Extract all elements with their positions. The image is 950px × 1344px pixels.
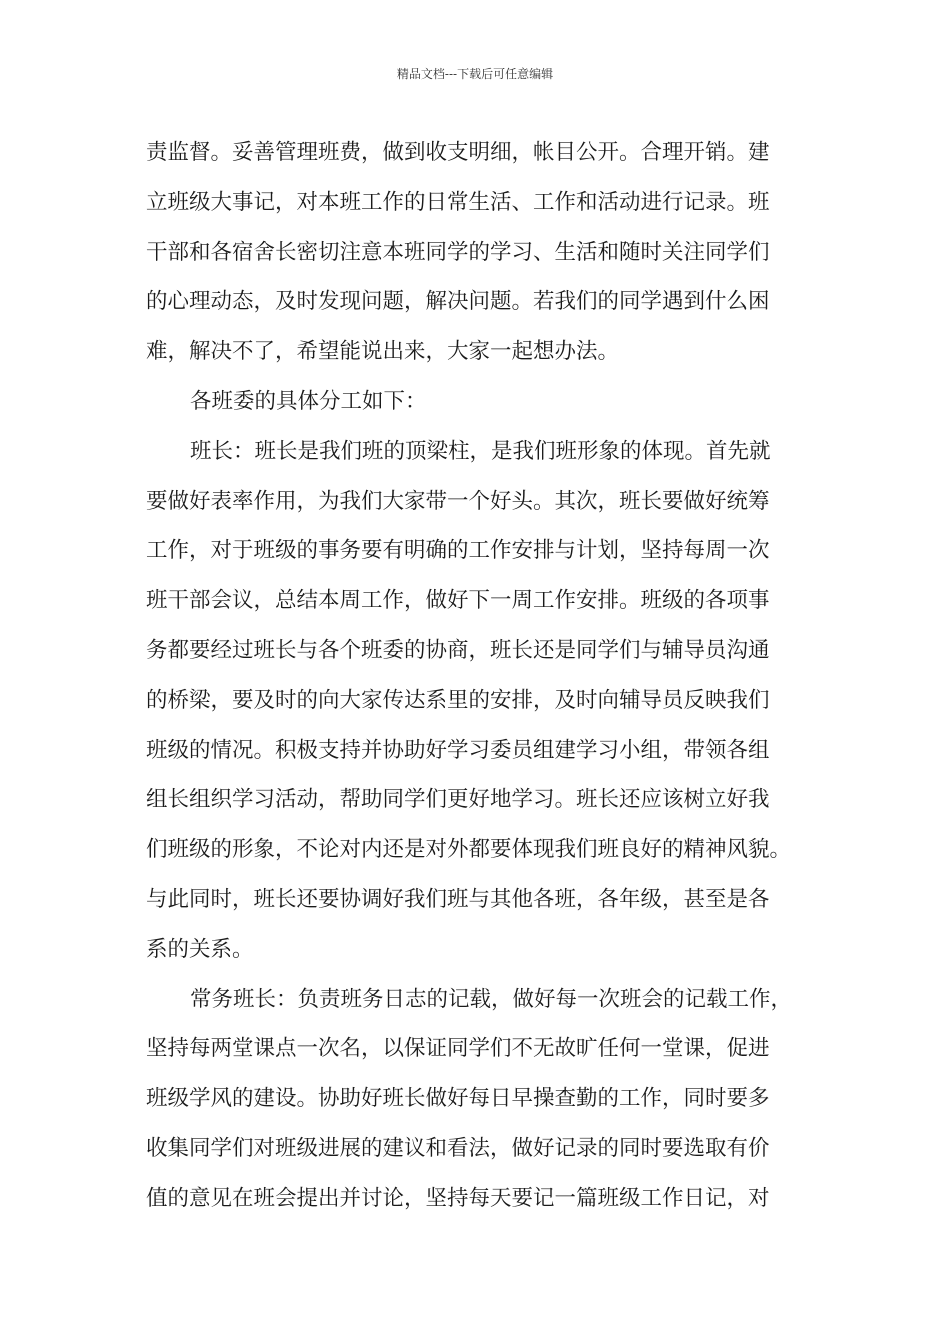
- text-line: 们班级的形象，不论对内还是对外都要体现我们班良好的精神风貌。: [146, 837, 792, 863]
- text-line: 值的意见在班会提出并讨论，坚持每天要记一篇班级工作日记，对: [146, 1185, 770, 1211]
- text-line: 责监督。妥善管理班费，做到收支明细，帐目公开。合理开销。建: [146, 140, 770, 165]
- text-line: 坚持每两堂课点一次名，以保证同学们不无故旷任何一堂课，促进: [146, 1036, 770, 1062]
- text-line: 组长组织学习活动，帮助同学们更好地学习。班长还应该树立好我: [146, 787, 770, 813]
- text-line: 工作，对于班级的事务要有明确的工作安排与计划，坚持每周一次: [146, 538, 770, 564]
- text-line: 班长：班长是我们班的顶梁柱，是我们班形象的体现。首先就: [190, 438, 771, 464]
- text-line: 收集同学们对班级进展的建议和看法，做好记录的同时要选取有价: [146, 1135, 770, 1161]
- text-line: 班级学风的建设。协助好班长做好每日早操查勤的工作，同时要多: [146, 1086, 770, 1112]
- text-line: 的心理动态，及时发现问题，解决问题。若我们的同学遇到什么困: [146, 289, 770, 315]
- text-line: 干部和各宿舍长密切注意本班同学的学习、生活和随时关注同学们: [146, 239, 770, 265]
- document-body: [146, 128, 826, 1224]
- text-line: 务都要经过班长与各个班委的协商，班长还是同学们与辅导员沟通: [146, 637, 770, 663]
- text-line: 的桥梁，要及时的向大家传达系里的安排，及时向辅导员反映我们: [146, 687, 770, 713]
- text-line: 系的关系。: [146, 936, 254, 962]
- text-line: 要做好表率作用，为我们大家带一个好头。其次，班长要做好统筹: [146, 488, 770, 514]
- text-line: 班级的情况。积极支持并协助好学习委员组建学习小组，带领各组: [146, 737, 770, 763]
- text-line: 立班级大事记，对本班工作的日常生活、工作和活动进行记录。班: [146, 189, 770, 215]
- text-line: 与此同时，班长还要协调好我们班与其他各班，各年级，甚至是各: [146, 886, 770, 912]
- page-header: 精品文档---下载后可任意编辑: [396, 67, 554, 81]
- text-line: 常务班长：负责班务日志的记载，做好每一次班会的记载工作，: [190, 986, 793, 1012]
- text-line: 难，解决不了，希望能说出来，大家一起想办法。: [146, 339, 620, 365]
- text-line: 各班委的具体分工如下：: [190, 388, 427, 414]
- text-line: 班干部会议，总结本周工作，做好下一周工作安排。班级的各项事: [146, 588, 770, 614]
